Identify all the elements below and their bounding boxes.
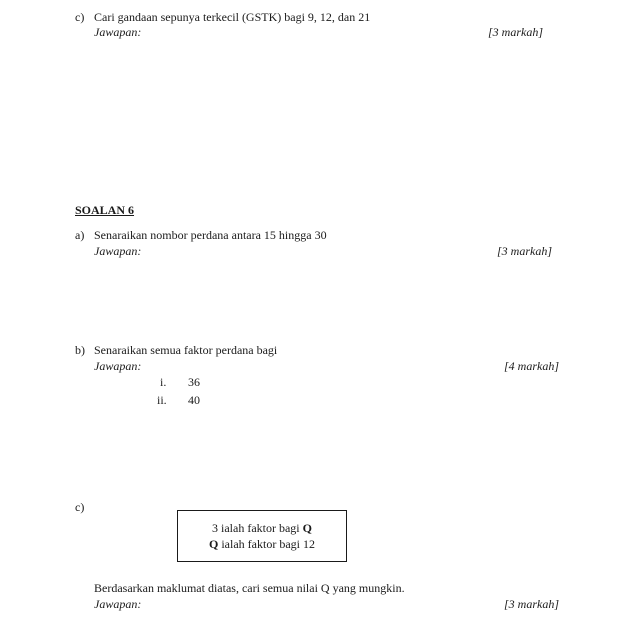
q6b-item-value: 36 xyxy=(188,375,200,389)
q6c-box-line2-suffix: ialah faktor bagi 12 xyxy=(218,537,315,551)
q6b-item-value: 40 xyxy=(188,393,200,407)
q5c-question-text: Cari gandaan sepunya terkecil (GSTK) bagi 9, 12, dan 21 xyxy=(94,10,371,24)
q6a-question-text: Senaraikan nombor perdana antara 15 hingga 30 xyxy=(94,228,327,242)
q6-heading: SOALAN 6 xyxy=(75,203,135,217)
q6c-box-line1 xyxy=(178,521,346,535)
q5c-answer-label: Jawapan: xyxy=(94,25,142,39)
q6c-question-text: Berdasarkan maklumat diatas, cari semua nilai Q yang mungkin. xyxy=(94,581,405,595)
q6b-marks: [4 markah] xyxy=(504,359,560,373)
q6b-answer-label: Jawapan: xyxy=(94,359,142,373)
q6c-info-box xyxy=(177,510,347,562)
q6c-label: c) xyxy=(75,500,85,514)
q6a-marks: [3 markah] xyxy=(497,244,553,258)
q6c-marks: [3 markah] xyxy=(504,597,560,611)
q6c-box-line2-variable: Q xyxy=(209,537,219,551)
q6b-item-numeral: ii. xyxy=(157,393,167,407)
q6c-box-line1-prefix: 3 ialah faktor bagi xyxy=(212,521,303,535)
q6c-box-line2 xyxy=(178,537,346,551)
q6b-question-text: Senaraikan semua faktor perdana bagi xyxy=(94,343,278,357)
q6c-answer-label: Jawapan: xyxy=(94,597,142,611)
q5c-label: c) xyxy=(75,10,85,24)
q6b-label: b) xyxy=(75,343,85,357)
q6a-answer-label: Jawapan: xyxy=(94,244,142,258)
q5c-marks: [3 markah] xyxy=(488,25,544,39)
q6b-item-numeral: i. xyxy=(160,375,167,389)
q6c-box-line1-variable: Q xyxy=(302,521,312,535)
q6a-label: a) xyxy=(75,228,85,242)
